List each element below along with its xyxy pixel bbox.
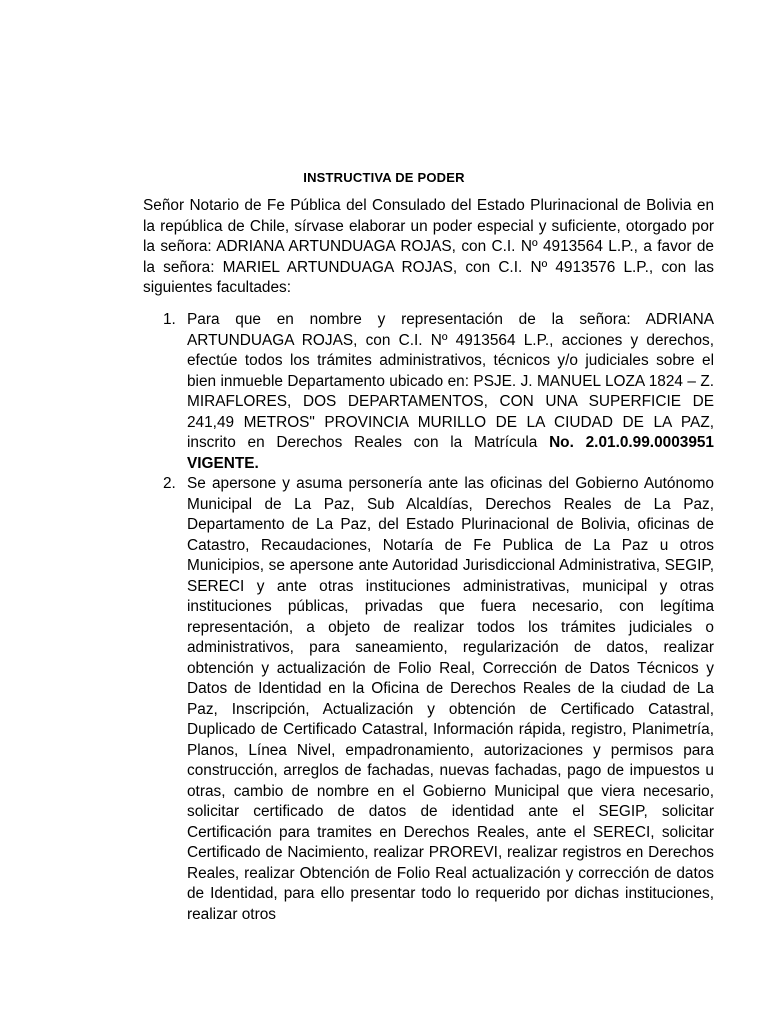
list-item-body: Para que en nombre y representación de la señora: ADRIANA ARTUNDUAGA ROJAS, con C.I. Nº 4913564 L.P., acciones y derechos, efectúe todos los trámites administrativos, técnicos y/o judiciales sobre el bien inmueble Departamento ubicado en: PSJE. J. MANUEL LOZA 1824 – Z. MIRAFLORES, DOS DEPARTAMENTOS, CON UNA SUPERFICIE DE 241,49 METROS" PROVINCIA MURILLO DE LA CIUDAD DE LA PAZ, inscrito en Derechos Reales con la Matrícula xyxy=(187,311,714,451)
list-item-text xyxy=(187,474,714,925)
document-title: INSTRUCTIVA DE PODER xyxy=(303,170,465,185)
list-item-number: 2. xyxy=(163,475,176,492)
list-item-text xyxy=(187,310,714,474)
registration-number: No. 2.01.0.99.0003951 VIGENTE. xyxy=(187,434,714,472)
list-item xyxy=(143,310,714,474)
intro-paragraph: Señor Notario de Fe Pública del Consulado del Estado Plurinacional de Bolivia en la república de Chile, sírvase elaborar un poder especial y suficiente, otorgado por la señora: ADRIANA ARTUNDUAGA ROJAS, con C.I. Nº 4913564 L.P., a favor de la señora: MARIEL ARTUNDUAGA ROJAS, con C.I. Nº 4913576 L.P., con las siguientes facultades: xyxy=(143,197,714,296)
list-item xyxy=(143,474,714,925)
faculties-list xyxy=(143,310,714,925)
list-item-body: Se apersone y asuma personería ante las oficinas del Gobierno Autónomo Municipal de La Paz, Sub Alcaldías, Derechos Reales de La Paz, Departamento de La Paz, del Estado Plurinacional de Bolivia, oficinas de Catastro, Recaudaciones, Notaría de Fe Publica de La Paz u otros Municipios, se apersone ante Autoridad Jurisdiccional Administrativa, SEGIP, SERECI y ante otras instituciones administrativas, municipal y otras instituciones públicas, privadas que fuera necesario, con legítima representación, a objeto de realizar todos los trámites judiciales o administrativos, para saneamiento, regularización de datos, realizar obtención y actualización de Folio Real, Corrección de Datos Técnicos y Datos de Identidad en la Oficina de Derechos Reales de la ciudad de La Paz, Inscripción, Actualización y obtención de Certificado Catastral, Duplicado de Certificado Catastral, Información rápida, registro, Planimetría, Planos, Línea Nivel, empadronamiento, autorizaciones y permisos para construcción, arreglos de fachadas, nuevas fachadas, pago de impuestos u otras, cambio de nombre en el Gobierno Municipal que viera necesario, solicitar certificado de datos de identidad ante el SEGIP, solicitar Certificación para tramites en Derechos Reales, ante el SERECI, solicitar Certificado de Nacimiento, realizar PROREVI, realizar registros en Derechos Reales, realizar Obtención de Folio Real actualización y corrección de datos de Identidad, para ello presentar todo lo requerido por dichas instituciones, realizar otros xyxy=(187,475,714,923)
list-item-number: 1. xyxy=(163,311,176,328)
